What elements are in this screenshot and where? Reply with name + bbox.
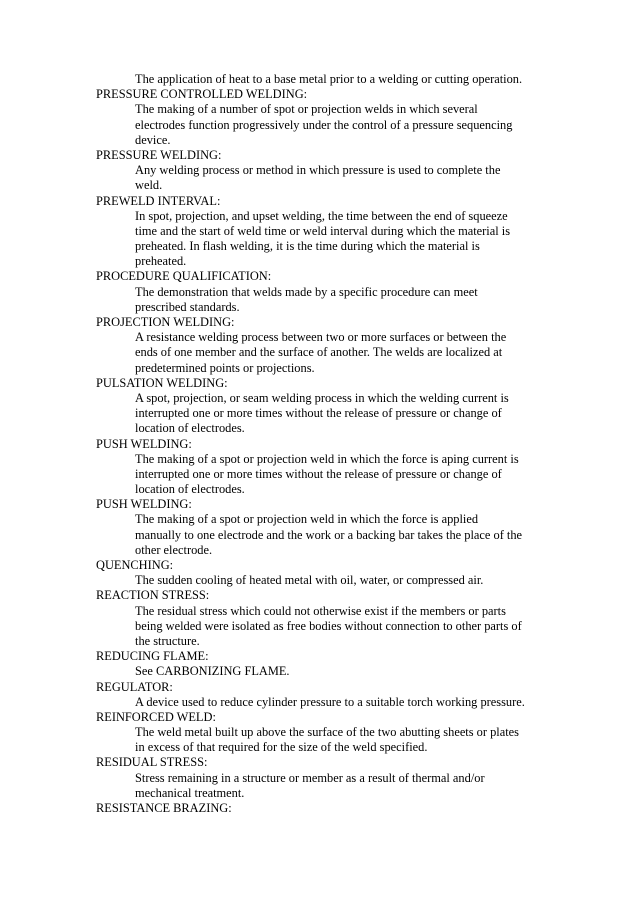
definition-line: location of electrodes. bbox=[135, 482, 245, 497]
glossary-definition bbox=[135, 512, 545, 558]
definition-line: weld. bbox=[135, 178, 163, 193]
glossary-entry bbox=[0, 148, 638, 194]
glossary-entry bbox=[0, 710, 638, 756]
glossary-definition bbox=[135, 285, 545, 315]
glossary-definition bbox=[135, 452, 545, 498]
glossary-entry bbox=[0, 194, 638, 270]
definition-line: A device used to reduce cylinder pressure to a suitable torch working pressure. bbox=[135, 694, 525, 709]
glossary-definition bbox=[135, 771, 545, 801]
definition-line: The residual stress which could not otherwise exist if the members or parts bbox=[135, 603, 506, 618]
definition-line: The making of a spot or projection weld in which the force is aping current is bbox=[135, 451, 519, 466]
glossary-term: PUSH WELDING: bbox=[96, 497, 192, 512]
definition-line: The making of a spot or projection weld in which the force is applied bbox=[135, 512, 479, 527]
glossary-entry bbox=[0, 376, 638, 437]
definition-line: interrupted one or more times without the release of pressure or change of bbox=[135, 406, 502, 421]
definition-line: The weld metal built up above the surface of the two abutting sheets or plates bbox=[135, 725, 519, 740]
glossary-term: REACTION STRESS: bbox=[96, 588, 210, 603]
glossary-term: PUSH WELDING: bbox=[96, 436, 192, 451]
definition-line: A resistance welding process between two or more surfaces or between the bbox=[135, 330, 507, 345]
definition-line: In spot, projection, and upset welding, the time between the end of squeeze bbox=[135, 208, 508, 223]
glossary-entry bbox=[0, 755, 638, 801]
definition-line: location of electrodes. bbox=[135, 421, 245, 436]
definition-line: A spot, projection, or seam welding process in which the welding current is bbox=[135, 390, 509, 405]
definition-line: preheated. In flash welding, it is the time during which the material is bbox=[135, 239, 480, 254]
glossary-definition bbox=[135, 163, 545, 193]
glossary-term: QUENCHING: bbox=[96, 558, 174, 572]
glossary-entry bbox=[0, 269, 638, 315]
glossary-entry bbox=[0, 558, 638, 588]
definition-line: time and the start of weld time or weld interval during which the material is bbox=[135, 223, 511, 238]
definition-line: mechanical treatment. bbox=[135, 785, 245, 800]
glossary-definition bbox=[135, 695, 545, 710]
glossary-term: PRESSURE CONTROLLED WELDING: bbox=[96, 87, 308, 102]
glossary-term: REINFORCED WELD: bbox=[96, 709, 216, 724]
glossary-page bbox=[0, 72, 638, 816]
glossary-entry bbox=[0, 87, 638, 148]
definition-line: The application of heat to a base metal prior to a welding or cutting operation. bbox=[135, 72, 523, 86]
definition-line: preheated. bbox=[135, 254, 187, 269]
definition-line: The making of a number of spot or projection welds in which several bbox=[135, 102, 478, 117]
glossary-term: REGULATOR: bbox=[96, 679, 173, 694]
definition-line: Stress remaining in a structure or member as a result of thermal and/or bbox=[135, 770, 485, 785]
definition-line: Any welding process or method in which pressure is used to complete the bbox=[135, 163, 501, 178]
definition-line: See CARBONIZING FLAME. bbox=[135, 664, 290, 679]
glossary-term: REDUCING FLAME: bbox=[96, 649, 209, 664]
definition-line: other electrode. bbox=[135, 542, 213, 557]
glossary-term: PROJECTION WELDING: bbox=[96, 315, 235, 329]
glossary-definition bbox=[135, 573, 545, 588]
definition-line: ends of one member and the surface of another. The welds are localized at bbox=[135, 345, 503, 360]
glossary-entry bbox=[0, 801, 638, 816]
definition-line: the structure. bbox=[135, 633, 200, 648]
glossary-definition bbox=[135, 725, 545, 755]
glossary-entry bbox=[0, 680, 638, 710]
definition-line: manually to one electrode and the work or a backing bar takes the place of the bbox=[135, 527, 523, 542]
glossary-entry bbox=[0, 437, 638, 498]
glossary-term: PREWELD INTERVAL: bbox=[96, 193, 221, 208]
glossary-term: PROCEDURE QUALIFICATION: bbox=[96, 269, 272, 284]
definition-line: The demonstration that welds made by a specific procedure can meet bbox=[135, 284, 478, 299]
glossary-entry bbox=[0, 649, 638, 679]
glossary-definition bbox=[135, 664, 545, 679]
glossary-definition bbox=[135, 391, 545, 437]
glossary-term: RESISTANCE BRAZING: bbox=[96, 801, 232, 815]
glossary-term: PRESSURE WELDING: bbox=[96, 147, 222, 162]
definition-line: being welded were isolated as free bodies without connection to other parts of bbox=[135, 618, 522, 633]
glossary-term: RESIDUAL STRESS: bbox=[96, 755, 208, 770]
definition-line: in excess of that required for the size of the weld specified. bbox=[135, 740, 428, 755]
glossary-definition bbox=[135, 209, 545, 270]
glossary-term: PULSATION WELDING: bbox=[96, 375, 228, 390]
lead-definition bbox=[135, 72, 545, 87]
glossary-entry bbox=[0, 588, 638, 649]
definition-line: electrodes function progressively under the control of a pressure sequencing bbox=[135, 117, 513, 132]
glossary-definition bbox=[135, 102, 545, 148]
definition-line: The sudden cooling of heated metal with oil, water, or compressed air. bbox=[135, 573, 484, 588]
glossary-definition bbox=[135, 330, 545, 376]
glossary-entry bbox=[0, 497, 638, 558]
definition-line: interrupted one or more times without the release of pressure or change of bbox=[135, 466, 502, 481]
glossary-definition bbox=[135, 604, 545, 650]
definition-line: prescribed standards. bbox=[135, 299, 240, 314]
definition-line: predetermined points or projections. bbox=[135, 360, 315, 375]
glossary-entry bbox=[0, 315, 638, 376]
definition-line: device. bbox=[135, 132, 171, 147]
